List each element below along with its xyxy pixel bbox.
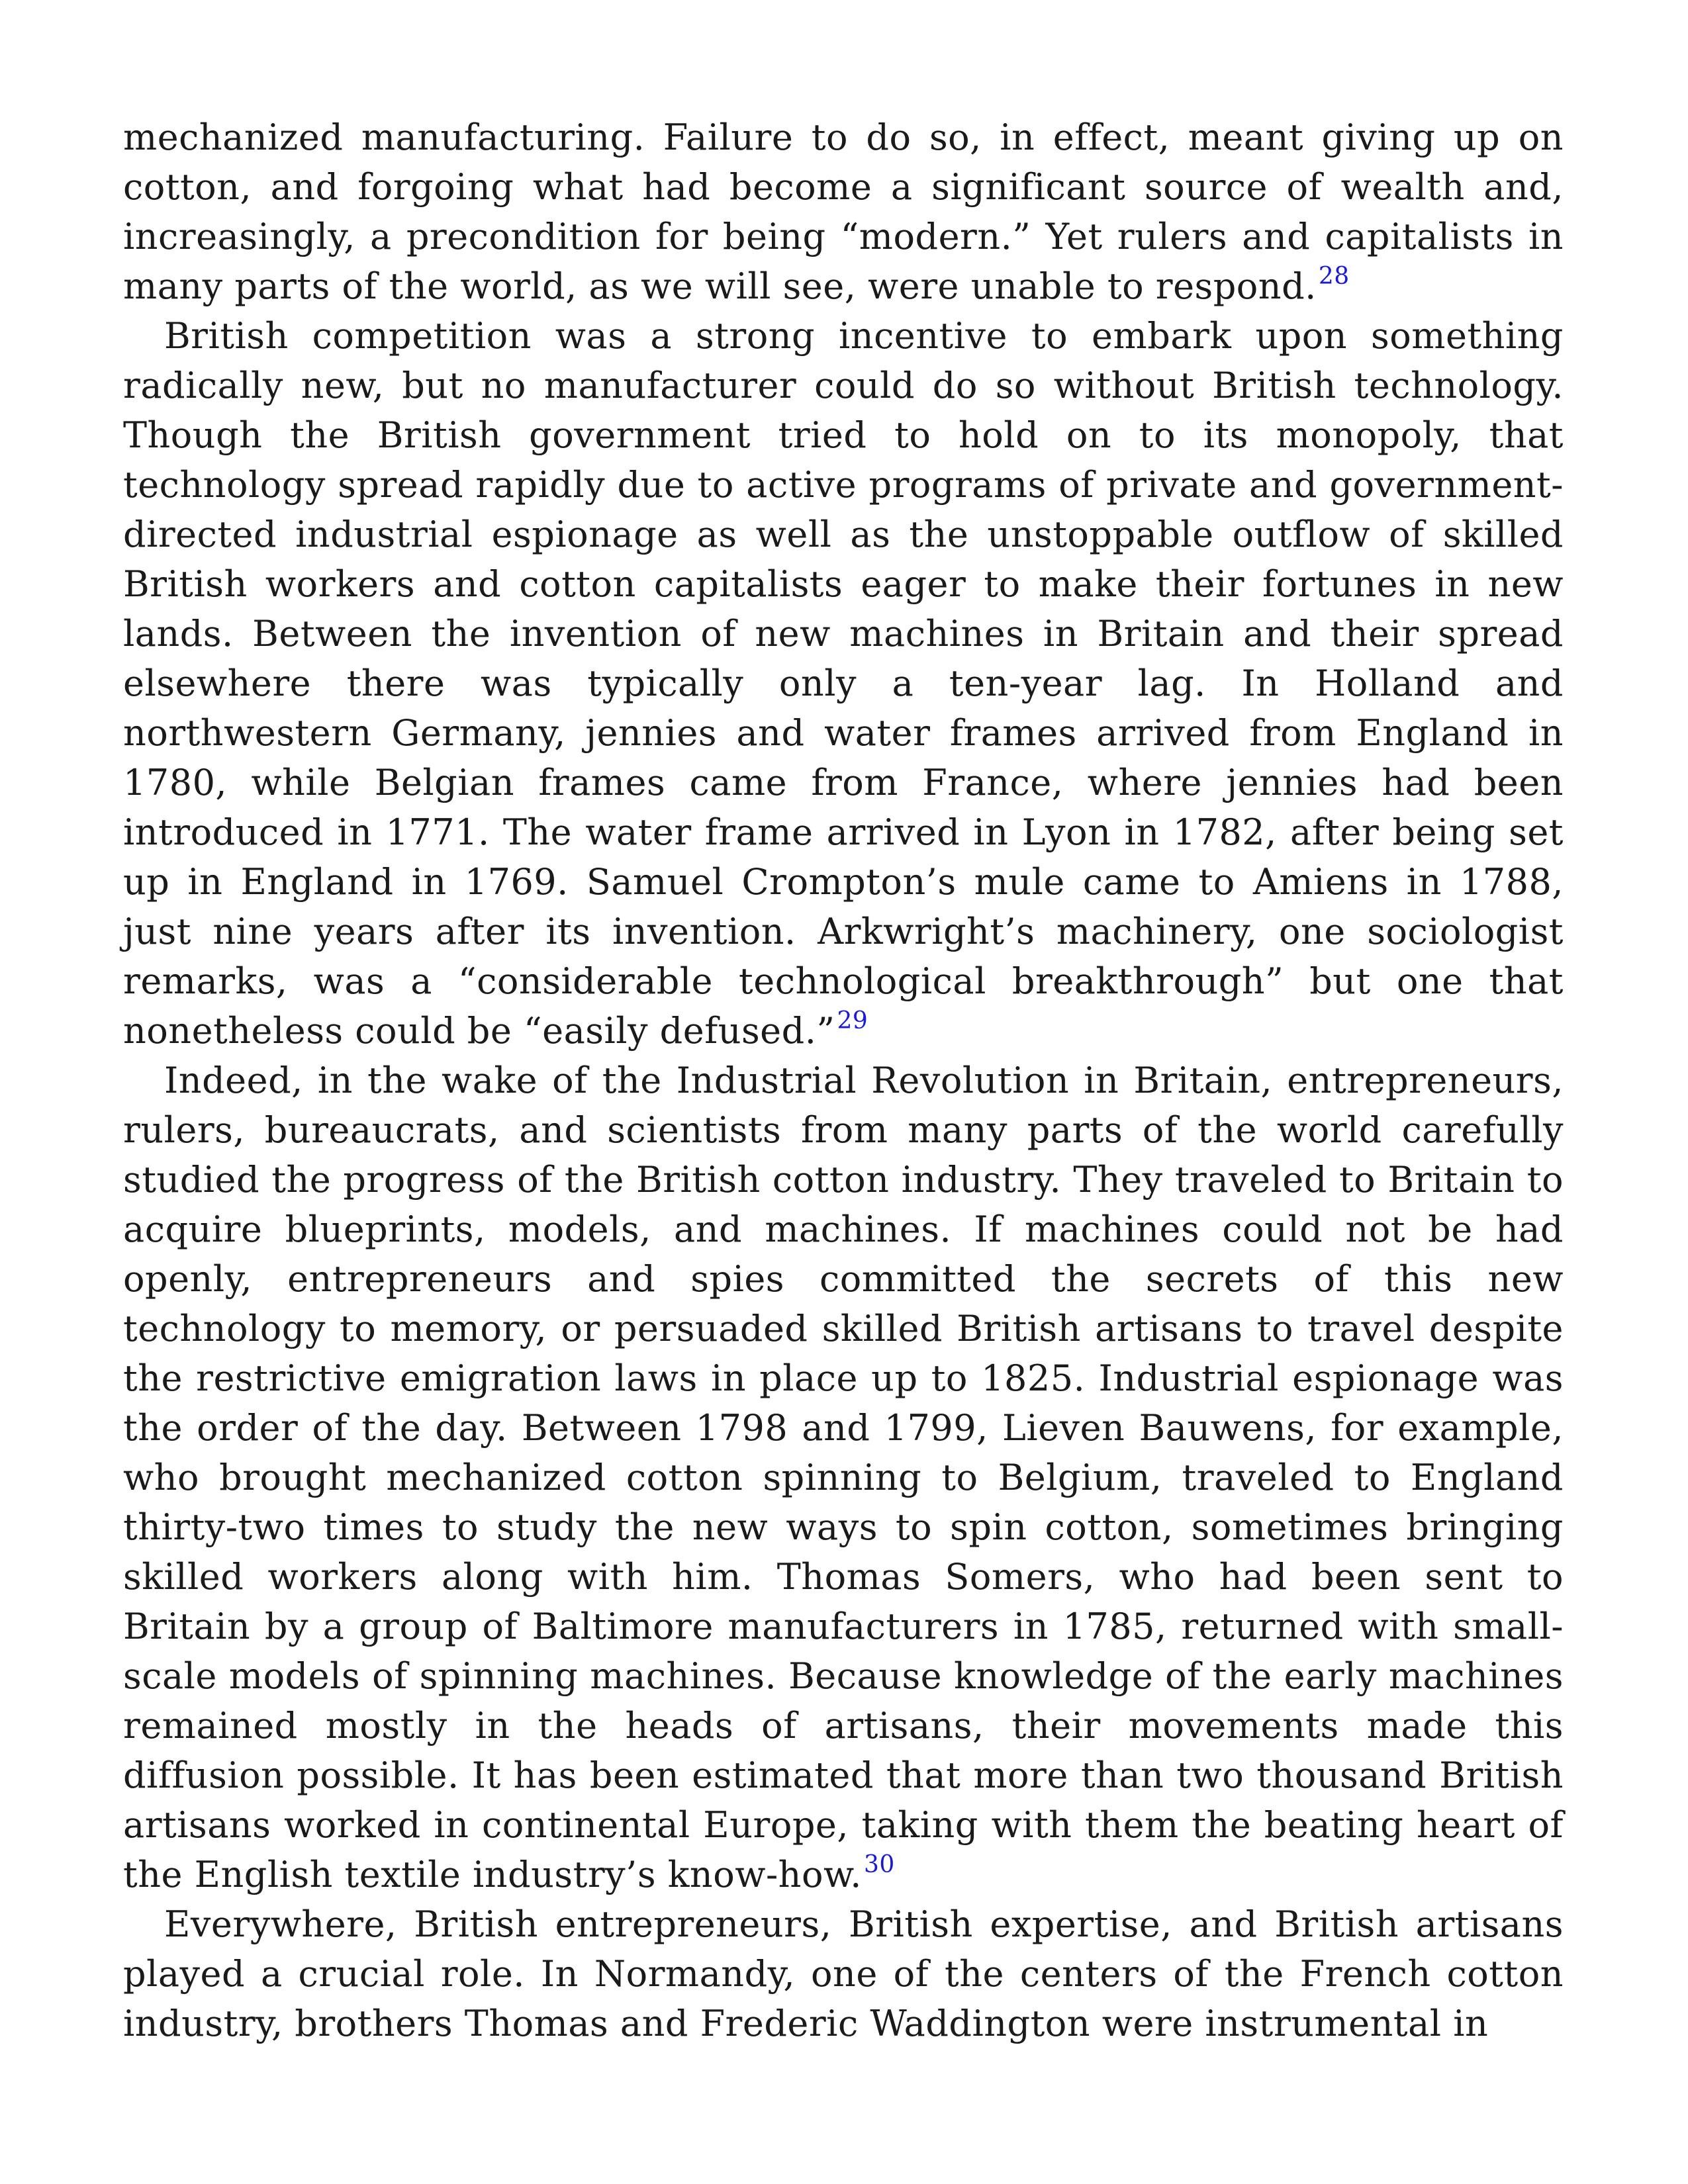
- paragraph-text: Indeed, in the wake of the Industrial Revolution in Britain, entrepreneurs, rulers, bureaucrats, and scientists from many parts of the world carefully studied the progress of the British cotton industry. They traveled to Britain to acquire blueprints, models, and machines. If machines could not be had openly, entrepreneurs and spies committed the secrets of this new technology to memory, or persuaded skilled British artisans to travel despite the restrictive emigration laws in place up to 1825. Industrial espionage was the order of the day. Between 1798 and 1799, Lieven Bauwens, for example, who brought mechanized cotton spinning to Belgium, traveled to England thirty-two times to study the new ways to spin cotton, sometimes bringing skilled workers along with him. Thomas Somers, who had been sent to Britain by a group of Baltimore manufacturers in 1785, returned with small-scale models of spinning machines. Because knowledge of the early machines remained mostly in the heads of artisans, their movements made this diffusion possible. It has been estimated that more than two thousand British artisans worked in continental Europe, taking with them the beating heart of the English textile industry’s know-how.: [123, 1060, 1564, 1895]
- paragraph-industrial-espionage: [123, 1056, 1564, 1899]
- paragraph-british-competition: [123, 311, 1564, 1056]
- paragraph-text: Everywhere, British entrepreneurs, British expertise, and British artisans played a crucial role. In Normandy, one of the centers of the French cotton industry, brothers Thomas and Frederic Waddington were instrumental in: [123, 1903, 1564, 2044]
- paragraph-text: British competition was a strong incentive to embark upon something radically new, but no manufacturer could do so without British technology. Though the British government tried to hold on to its monopoly, that technology spread rapidly due to active programs of private and government-directed industrial espionage as well as the unstoppable outflow of skilled British workers and cotton capitalists eager to make their fortunes in new lands. Between the invention of new machines in Britain and their spread elsewhere there was typically only a ten-year lag. In Holland and northwestern Germany, jennies and water frames arrived from England in 1780, while Belgian frames came from France, where jennies had been introduced in 1771. The water frame arrived in Lyon in 1782, after being set up in England in 1769. Samuel Crompton’s mule came to Amiens in 1788, just nine years after its invention. Arkwright’s machinery, one sociologist remarks, was a “considerable technological breakthrough” but one that nonetheless could be “easily defused.”: [123, 315, 1564, 1052]
- footnote-link-28[interactable]: 28: [1318, 263, 1350, 290]
- paragraph-british-artisans: [123, 1899, 1564, 2048]
- book-page-body: [123, 113, 1564, 2048]
- footnote-link-30[interactable]: 30: [863, 1851, 895, 1878]
- paragraph-continued: [123, 113, 1564, 311]
- paragraph-text: mechanized manufacturing. Failure to do so, in effect, meant giving up on cotton, and forgoing what had become a significant source of wealth and, increasingly, a precondition for being “modern.” Yet rulers and capitalists in many parts of the world, as we will see, were unable to respond.: [123, 116, 1564, 307]
- footnote-link-29[interactable]: 29: [837, 1007, 868, 1034]
